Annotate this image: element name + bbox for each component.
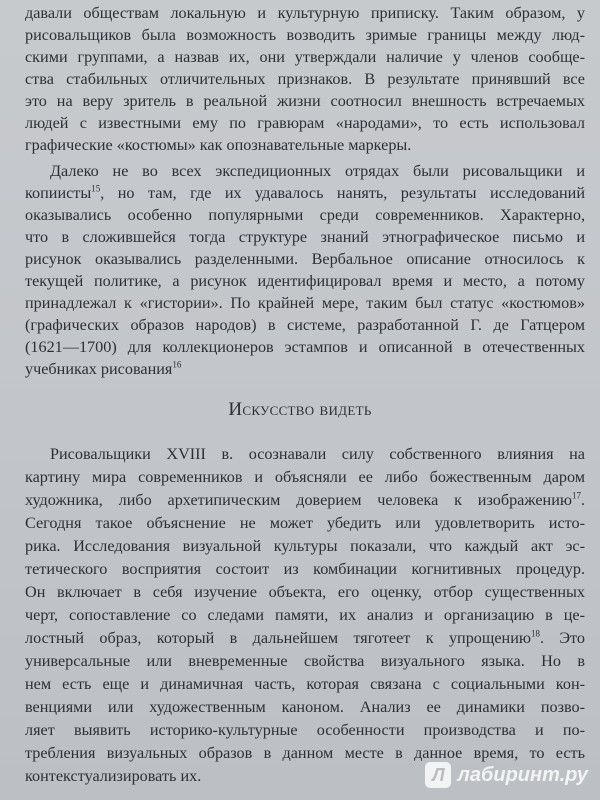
text-line: черт, сопоставление со следами памяти, их анализ и организацию в це-	[25, 606, 585, 624]
text-line: рисовальщиков была возможность возводить зримые границы между люд-	[25, 26, 585, 44]
text-line	[25, 182, 585, 204]
text-line: рисунок оказывались разделенными. Вербальное описание относилось к	[25, 250, 585, 268]
labirint-logo-icon: Л	[425, 762, 451, 788]
text-line: ляет выявить историко-культурные особенности производства и по-	[25, 721, 585, 739]
text-fragment: , но там, где их удавалось нанять, результаты исследований	[100, 184, 585, 202]
text-line: (1621—1700) для коллекционеров эстампов и описанной в отечественных	[25, 338, 585, 356]
text-line: Он включает в себя изучение объекта, его оценку, отбор существенных	[25, 583, 585, 601]
text-line: что в сложившейся тогда структуре знаний этнографическое письмо и	[25, 228, 585, 246]
text-line: нем есть еще и динамичная часть, которая связана с социальными кон-	[25, 675, 585, 693]
text-line	[25, 627, 585, 649]
watermark-text: лабиринт.ру	[457, 763, 588, 786]
text-line: Сегодня такое объяснение не может убедить или удовлетворить исто-	[25, 514, 585, 532]
text-line: тетического восприятия состоит из комбинации когнитивных процедур.	[25, 560, 585, 578]
text-line: оказывались особенно популярными среди современников. Характерно,	[25, 206, 585, 224]
text-line: это на веру зритель в реальной жизни соотносил внешность встречаемых	[25, 92, 585, 110]
text-line: картину мира современников и объясняли ее либо божественным даром	[25, 468, 585, 486]
text-line: контекстуализировать их.	[25, 767, 202, 785]
text-fragment: копиисты	[25, 184, 92, 202]
watermark-logo	[425, 762, 588, 788]
section-heading: Искусство видеть	[228, 399, 372, 420]
text-line: универсальные или вневременные свойства визуального языка. Но в	[25, 652, 585, 670]
text-line: рика. Исследования визуальной культуры показали, что каждый акт эс-	[25, 537, 585, 555]
text-line: венциями или художественным каноном. Анализ ее динамики позво-	[25, 698, 585, 716]
text-line: (графических образов народов) в системе, разработанной Г. де Гатцером	[25, 316, 585, 334]
text-line: Рисовальщики XVIII в. осознавали силу собственного влияния на	[50, 445, 585, 463]
text-fragment: художника, либо архетипическим доверием человека к изображению	[25, 491, 572, 509]
text-line	[25, 358, 585, 380]
footnote-ref[interactable]: 15	[91, 183, 101, 194]
text-fragment: лостный образ, который в дальнейшем тяготеет к упрощению	[25, 629, 531, 647]
text-fragment: . Это	[539, 629, 586, 647]
text-line: ства стабильных отличительных признаков. В результате принявший все	[25, 70, 585, 88]
text-line: принадлежал к «гистории». По крайней мере, таким был статус «костюмов»	[25, 294, 585, 312]
text-line: людей с известными ему по гравюрам «народами», то есть использовал	[25, 114, 585, 132]
text-line: Далеко не во всех экспедиционных отрядах были рисовальщики и	[50, 162, 585, 180]
text-line: графические «костюмы» как опознавательные маркеры.	[25, 136, 412, 154]
text-fragment: учебниках рисования	[25, 360, 173, 378]
text-line: текущей политике, а рисунок идентифицировал время и место, а потому	[25, 272, 585, 290]
footnote-ref[interactable]: 16	[172, 359, 182, 370]
text-line: требления визуальных образов в данном месте в данное время, то есть	[25, 744, 585, 762]
text-line: скими группами, а назвав их, они утверждали наличие у членов сообще-	[25, 48, 585, 66]
text-line: художника, либо архетипическим доверием человека к изображению$^{17}$.	[25, 490, 585, 509]
footnote-ref[interactable]: 18	[530, 628, 540, 639]
footnote-ref[interactable]: 17	[571, 490, 581, 501]
text-line: давали обществам локальную и культурную приписку. Таким образом, у	[25, 4, 585, 22]
